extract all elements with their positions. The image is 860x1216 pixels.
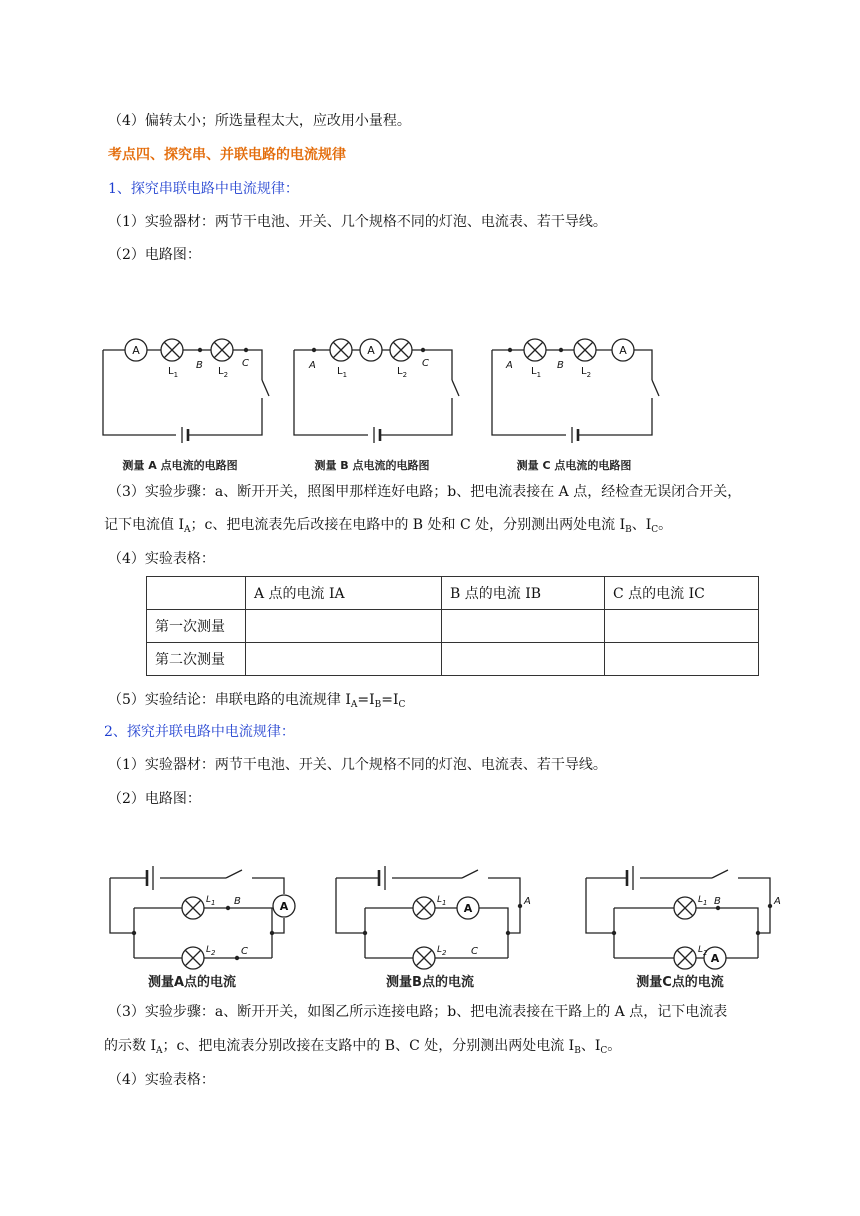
lamp-l2-label: $L_2$ bbox=[397, 366, 408, 379]
point-label-c: C bbox=[422, 358, 429, 369]
ammeter-label: A bbox=[710, 952, 720, 965]
point-label-a: A bbox=[774, 896, 781, 907]
table-cell bbox=[442, 610, 605, 643]
series-circuit-svg bbox=[96, 330, 676, 478]
subheading-series: 1、探究串联电路中电流规律： bbox=[108, 181, 299, 197]
lamp-l1-label: $L_1$ bbox=[531, 366, 542, 379]
lamp-l1-label: $L_1$ bbox=[698, 895, 708, 907]
lamp-l1-label: $L_1$ bbox=[337, 366, 348, 379]
series-steps-line1: （3）实验步骤：a、断开开关，照图甲那样连好电路；b、把电流表接在 A 点，经检查无误闭合开关， bbox=[108, 484, 742, 500]
point-label-a: A bbox=[506, 360, 513, 371]
lamp-l1-label: $L_1$ bbox=[437, 895, 447, 907]
lamp-l2-label: $L_2$ bbox=[218, 366, 229, 379]
ammeter-label: A bbox=[619, 344, 627, 357]
parallel-circuit-label: （2）电路图： bbox=[108, 791, 201, 807]
ammeter-label: A bbox=[132, 344, 140, 357]
table-header-cell: B 点的电流 IB bbox=[442, 577, 605, 610]
point-label-a: A bbox=[309, 360, 316, 371]
series-equipment: （1）实验器材：两节干电池、开关、几个规格不同的灯泡、电流表、若干导线。 bbox=[108, 214, 607, 230]
lamp-l1-label: $L_1$ bbox=[168, 366, 179, 379]
section-heading-4: 考点四、探究串、并联电路的电流规律 bbox=[108, 147, 346, 163]
series-caption-a: 测量 A 点电流的电路图 bbox=[122, 459, 238, 472]
parallel-steps-line2: 的示数 $I_A$；c、把电流表分别改接在支路中的 B、C 处，分别测出两处电流 $I_B$、$I_C$。 bbox=[104, 1038, 622, 1056]
table-cell bbox=[246, 643, 442, 676]
parallel-caption-b: 测量B点的电流 bbox=[386, 975, 474, 990]
parallel-caption-c: 测量C点的电流 bbox=[636, 975, 724, 990]
series-circuit-label: （2）电路图： bbox=[108, 247, 201, 263]
point-label-c: C bbox=[242, 358, 249, 369]
series-circuit-figures bbox=[96, 330, 676, 482]
parallel-equipment: （1）实验器材：两节干电池、开关、几个规格不同的灯泡、电流表、若干导线。 bbox=[108, 757, 607, 773]
table-row bbox=[147, 610, 759, 643]
parallel-caption-a: 测量A点的电流 bbox=[147, 975, 237, 990]
point-label-b: B bbox=[196, 360, 203, 371]
point-label-b: B bbox=[557, 360, 564, 371]
ammeter-label: A bbox=[463, 902, 473, 915]
table-cell bbox=[605, 643, 759, 676]
lamp-l1-label: $L_1$ bbox=[206, 895, 216, 907]
lamp-l2-label: $L_2$ bbox=[581, 366, 592, 379]
parallel-table-label: （4）实验表格： bbox=[108, 1072, 215, 1088]
ammeter-label: A bbox=[367, 344, 375, 357]
series-caption-b: 测量 B 点电流的电路图 bbox=[314, 459, 430, 472]
lamp-l2-label: $L_2$ bbox=[698, 945, 708, 957]
table-header-cell: A 点的电流 IA bbox=[246, 577, 442, 610]
table-cell bbox=[246, 610, 442, 643]
series-steps-line2: 记下电流值 $I_A$；c、把电流表先后改接在电路中的 B 处和 C 处，分别测出两处电流 $I_B$、$I_C$。 bbox=[104, 517, 673, 535]
ammeter-label: A bbox=[279, 900, 289, 913]
table-header-row bbox=[147, 577, 759, 610]
series-measurement-table bbox=[146, 576, 759, 676]
point-label-a: A bbox=[524, 896, 531, 907]
point-label-b: B bbox=[234, 896, 241, 907]
point-label-c: C bbox=[471, 946, 478, 957]
parallel-circuit-svg bbox=[100, 858, 800, 990]
line-deflection-small: （4）偏转太小；所选量程太大，应改用小量程。 bbox=[108, 113, 411, 129]
parallel-steps-line1: （3）实验步骤：a、断开开关，如图乙所示连接电路；b、把电流表接在干路上的 A 点，记下电流表 bbox=[108, 1004, 728, 1020]
table-header-cell: C 点的电流 IC bbox=[605, 577, 759, 610]
table-cell bbox=[605, 610, 759, 643]
series-table-label: （4）实验表格： bbox=[108, 551, 215, 567]
point-label-b: B bbox=[714, 896, 721, 907]
table-row-label: 第一次测量 bbox=[147, 610, 246, 643]
lamp-l2-label: $L_2$ bbox=[437, 945, 447, 957]
table-cell bbox=[442, 643, 605, 676]
subheading-parallel: 2、探究并联电路中电流规律： bbox=[104, 724, 295, 740]
table-header-cell bbox=[147, 577, 246, 610]
series-conclusion: （5）实验结论：串联电路的电流规律 $I_A=I_B=I_C$ bbox=[108, 692, 406, 710]
table-row-label: 第二次测量 bbox=[147, 643, 246, 676]
point-label-c: C bbox=[241, 946, 248, 957]
series-caption-c: 测量 C 点电流的电路图 bbox=[516, 459, 632, 472]
lamp-l2-label: $L_2$ bbox=[206, 945, 216, 957]
parallel-circuit-figures bbox=[100, 858, 800, 994]
table-row bbox=[147, 643, 759, 676]
